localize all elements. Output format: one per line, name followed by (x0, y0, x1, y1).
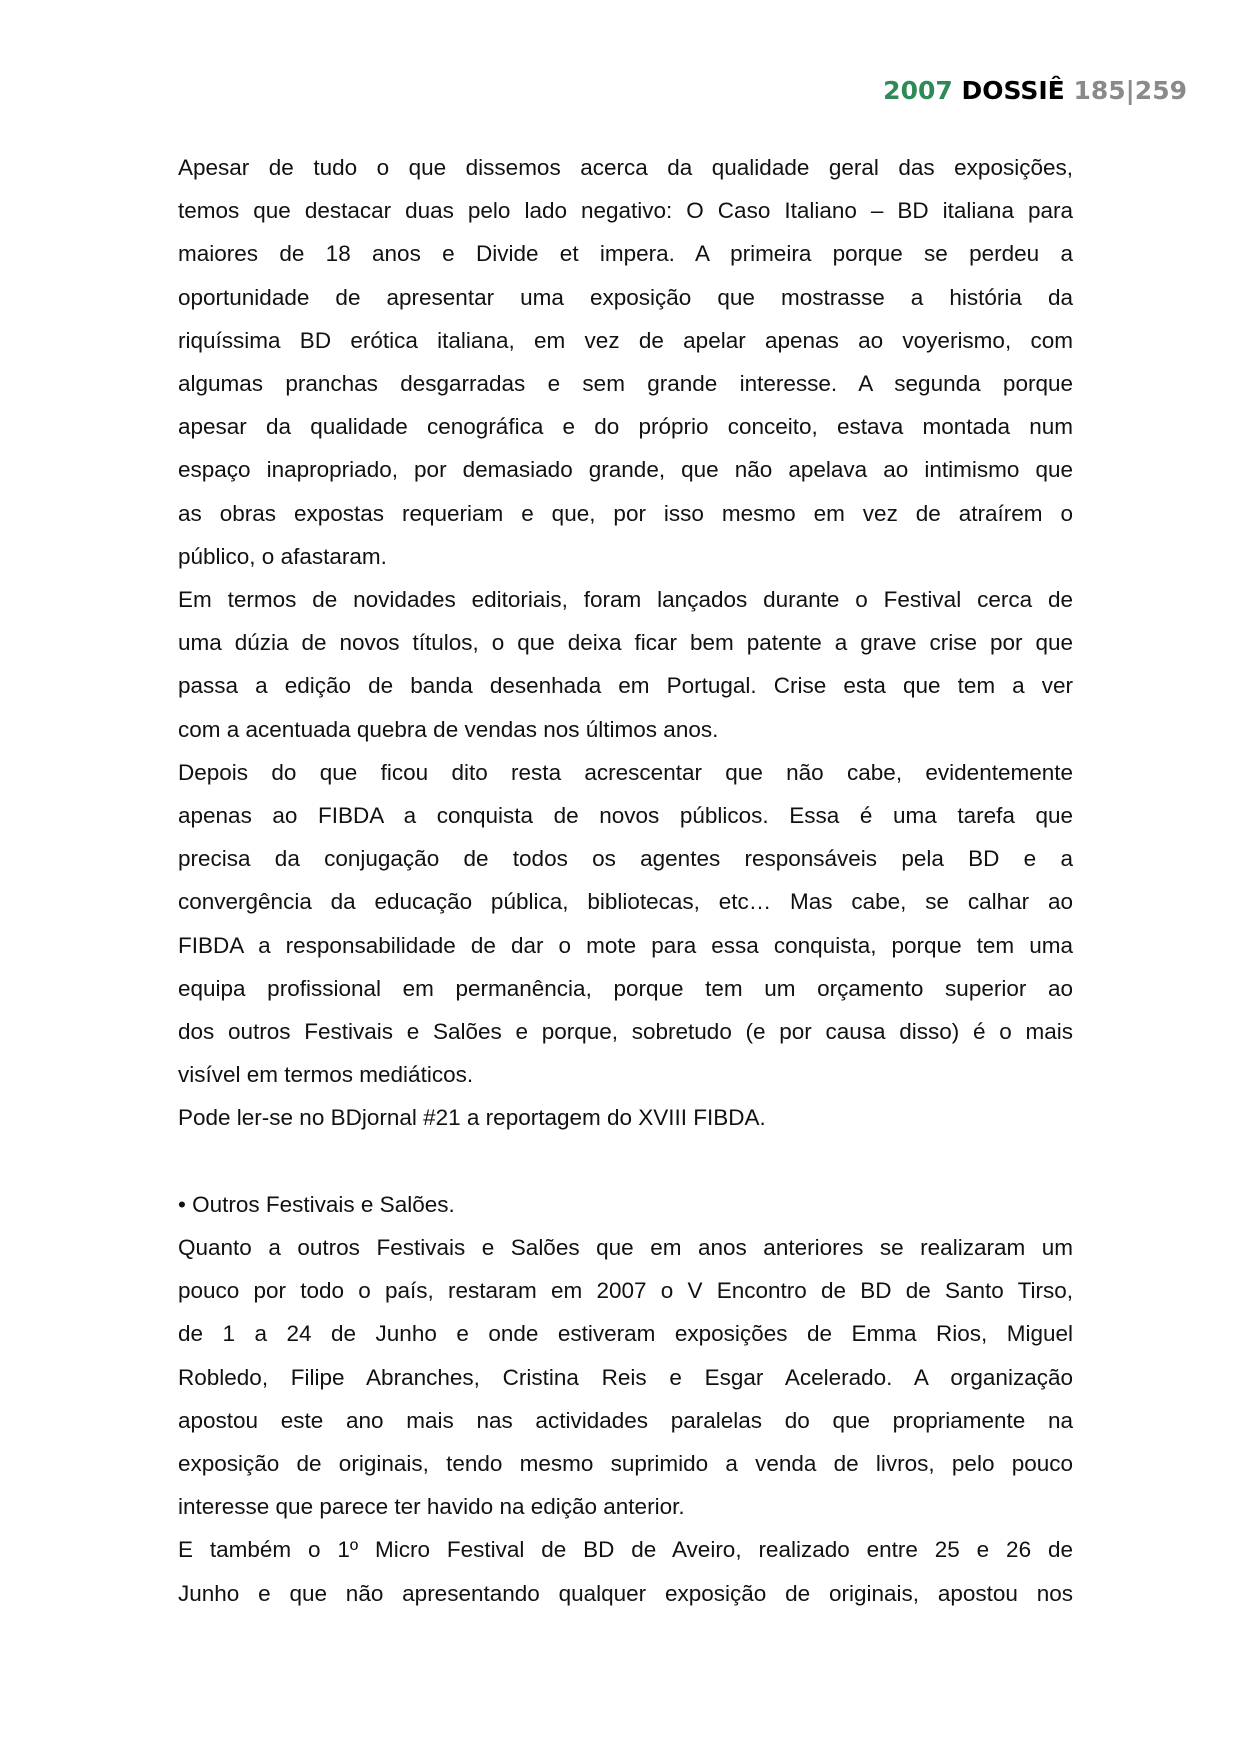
text-line: com a acentuada quebra de vendas nos últimos anos. (178, 716, 719, 742)
header-page-number: 185|259 (1073, 76, 1187, 105)
paragraph (178, 751, 1073, 1097)
text-line: apenas ao FIBDA a conquista de novos públicos. Essa é uma tarefa que (178, 803, 1073, 829)
text-line: riquíssima BD erótica italiana, em vez de apelar apenas ao voyerismo, com (178, 327, 1073, 353)
text-line: Em termos de novidades editoriais, foram lançados durante o Festival cerca de (178, 587, 1073, 613)
text-line: público, o afastaram. (178, 543, 387, 569)
paragraph (178, 578, 1073, 751)
text-line: apostou este ano mais nas actividades paralelas do que propriamente na (178, 1407, 1073, 1433)
text-line: passa a edição de banda desenhada em Portugal. Crise esta que tem a ver (178, 673, 1073, 699)
text-line: Quanto a outros Festivais e Salões que em anos anteriores se realizaram um (178, 1235, 1073, 1261)
text-line: Junho e que não apresentando qualquer exposição de originais, apostou nos (178, 1580, 1073, 1606)
paragraph (178, 1183, 1073, 1226)
text-line: equipa profissional em permanência, porque tem um orçamento superior ao (178, 975, 1073, 1001)
paragraph (178, 146, 1073, 578)
text-line: visível em termos mediáticos. (178, 1062, 474, 1088)
document-body (178, 146, 1073, 1615)
paragraph (178, 1096, 1073, 1139)
header-year: 2007 (883, 76, 953, 105)
text-line: Depois do que ficou dito resta acrescentar que não cabe, evidentemente (178, 759, 1073, 785)
text-line: dos outros Festivais e Salões e porque, sobretudo (e por causa disso) é o mais (178, 1019, 1073, 1045)
text-line: • Outros Festivais e Salões. (178, 1191, 455, 1217)
text-line: uma dúzia de novos títulos, o que deixa ficar bem patente a grave crise por que (178, 630, 1073, 656)
text-line: precisa da conjugação de todos os agentes responsáveis pela BD e a (178, 846, 1073, 872)
text-line: FIBDA a responsabilidade de dar o mote para essa conquista, porque tem uma (178, 932, 1073, 958)
text-line: exposição de originais, tendo mesmo suprimido a venda de livros, pelo pouco (178, 1451, 1073, 1477)
text-line: oportunidade de apresentar uma exposição que mostrasse a história da (178, 284, 1073, 310)
paragraph (178, 1226, 1073, 1528)
text-line: espaço inapropriado, por demasiado grande, que não apelava ao intimismo que (178, 457, 1073, 483)
text-line: E também o 1º Micro Festival de BD de Aveiro, realizado entre 25 e 26 de (178, 1537, 1073, 1563)
text-line: de 1 a 24 de Junho e onde estiveram exposições de Emma Rios, Miguel (178, 1321, 1073, 1347)
text-line: as obras expostas requeriam e que, por isso mesmo em vez de atraírem o (178, 500, 1073, 526)
text-line: Apesar de tudo o que dissemos acerca da qualidade geral das exposições, (178, 155, 1073, 180)
paragraph-gap (178, 1140, 1073, 1183)
text-line: convergência da educação pública, bibliotecas, etc… Mas cabe, se calhar ao (178, 889, 1073, 915)
paragraph (178, 1528, 1073, 1614)
text-line: Pode ler-se no BDjornal #21 a reportagem do XVIII FIBDA. (178, 1105, 766, 1131)
text-line: Robledo, Filipe Abranches, Cristina Reis e Esgar Acelerado. A organização (178, 1364, 1073, 1390)
text-line: interesse que parece ter havido na edição anterior. (178, 1494, 685, 1520)
text-line: apesar da qualidade cenográfica e do próprio conceito, estava montada num (178, 414, 1073, 440)
page-header (883, 76, 1187, 105)
header-title: DOSSIÊ (961, 76, 1065, 105)
text-line: algumas pranchas desgarradas e sem grande interesse. A segunda porque (178, 371, 1073, 397)
text-line: temos que destacar duas pelo lado negativo: O Caso Italiano – BD italiana para (178, 198, 1073, 224)
text-line: maiores de 18 anos e Divide et impera. A primeira porque se perdeu a (178, 241, 1073, 267)
text-line: pouco por todo o país, restaram em 2007 o V Encontro de BD de Santo Tirso, (178, 1278, 1073, 1304)
